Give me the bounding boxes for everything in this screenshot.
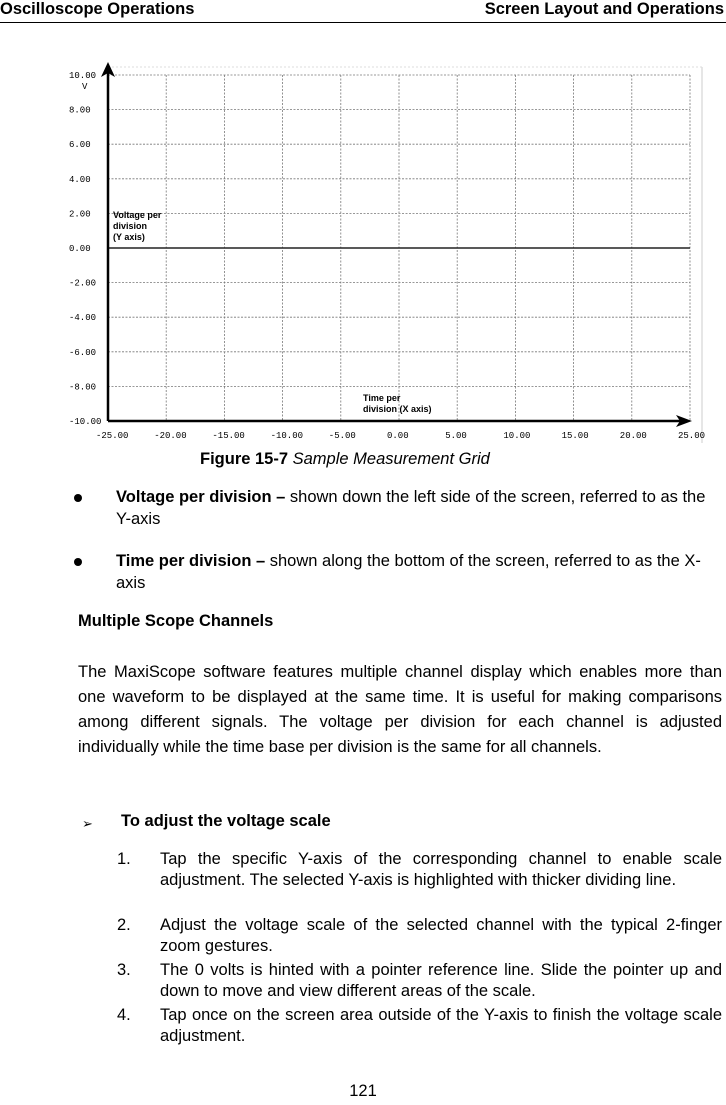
step-text: The 0 volts is hinted with a pointer reference line. Slide the pointer up and down to move and view different areas of the scale. [160,961,722,1000]
y-tick-label: -10.00 [69,417,102,427]
x-axis-label: division (X axis) [363,404,432,414]
section-paragraph: The MaxiScope software features multiple channel display which enables more than one waveform to be displayed at the same time. It is useful for making comparisons among different signals. The voltage per division for each channel is adjusted individually while the time base per division is the same for all channels. [78,663,722,756]
x-tick-label: 15.00 [561,431,589,441]
y-tick-label: -6.00 [69,347,97,358]
x-tick-label: -20.00 [154,431,187,441]
y-tick-label: 2.00 [69,209,91,220]
y-tick-label: 10.00 [69,71,97,81]
step-number: 4. [117,1006,131,1024]
arrow-bullet-icon: ➢ [82,816,93,831]
y-axis-label: division [113,221,148,231]
section-heading: Multiple Scope Channels [78,612,274,630]
svg-text:V: V [82,82,88,92]
bullet-item [116,550,722,594]
y-tick-label: -8.00 [69,382,97,393]
step-number: 2. [117,916,131,934]
y-tick-label: 4.00 [69,174,91,185]
header-chapter-title: Oscilloscope Operations [0,0,195,18]
x-tick-label: 0.00 [387,431,409,441]
x-tick-label: 10.00 [503,431,531,441]
y-tick-label: -2.00 [69,278,97,289]
page-header [0,0,726,23]
y-tick-label: -4.00 [69,313,97,324]
bullet-item [116,486,722,530]
measurement-grid-figure [62,62,712,447]
y-tick-label: 6.00 [69,140,91,151]
step-text: Tap the specific Y-axis of the corresponding channel to enable scale adjustment. The selected Y-axis is highlighted with thicker dividing line. [160,850,722,889]
bullet-text: shown along the bottom of the screen, referred to as the X-axis [116,552,701,592]
procedure-step [117,849,722,891]
x-tick-label: 20.00 [619,431,647,441]
y-axis-label: (Y axis) [113,232,145,242]
x-tick-label: -5.00 [328,431,356,441]
y-tick-label: 0.00 [69,244,91,254]
bullet-dot-icon [74,558,82,566]
step-text: Adjust the voltage scale of the selected channel with the typical 2-finger zoom gestures. [160,916,722,955]
measurement-grid-chart [62,62,712,447]
x-tick-label: 5.00 [445,431,467,441]
procedure-step [117,1005,722,1047]
x-tick-label: -25.00 [96,431,129,441]
figure-title: Sample Measurement Grid [292,450,490,468]
y-axis-label: Voltage per [113,210,162,220]
x-axis-label: Time per [363,393,401,403]
procedure-heading: To adjust the voltage scale [121,812,331,830]
procedure-step [117,915,722,957]
bullet-text: shown down the left side of the screen, referred to as the Y-axis [116,488,706,528]
figure-caption [200,450,490,469]
procedure-step [117,960,722,1002]
bullet-dot-icon [74,494,82,502]
figure-number: Figure 15-7 [200,450,289,468]
x-tick-label: 25.00 [678,431,706,441]
header-section-title: Screen Layout and Operations [484,0,724,18]
x-tick-label: -10.00 [270,431,304,441]
step-number: 3. [117,961,131,979]
step-text: Tap once on the screen area outside of the Y-axis to finish the voltage scale adjustment. [160,1006,722,1045]
bullet-term: Voltage per division – [116,488,286,506]
x-tick-label: -15.00 [212,431,245,441]
bullet-term: Time per division – [116,552,266,570]
step-number: 1. [117,850,131,868]
page-number: 121 [349,1082,377,1100]
y-tick-label: 8.00 [69,105,91,116]
